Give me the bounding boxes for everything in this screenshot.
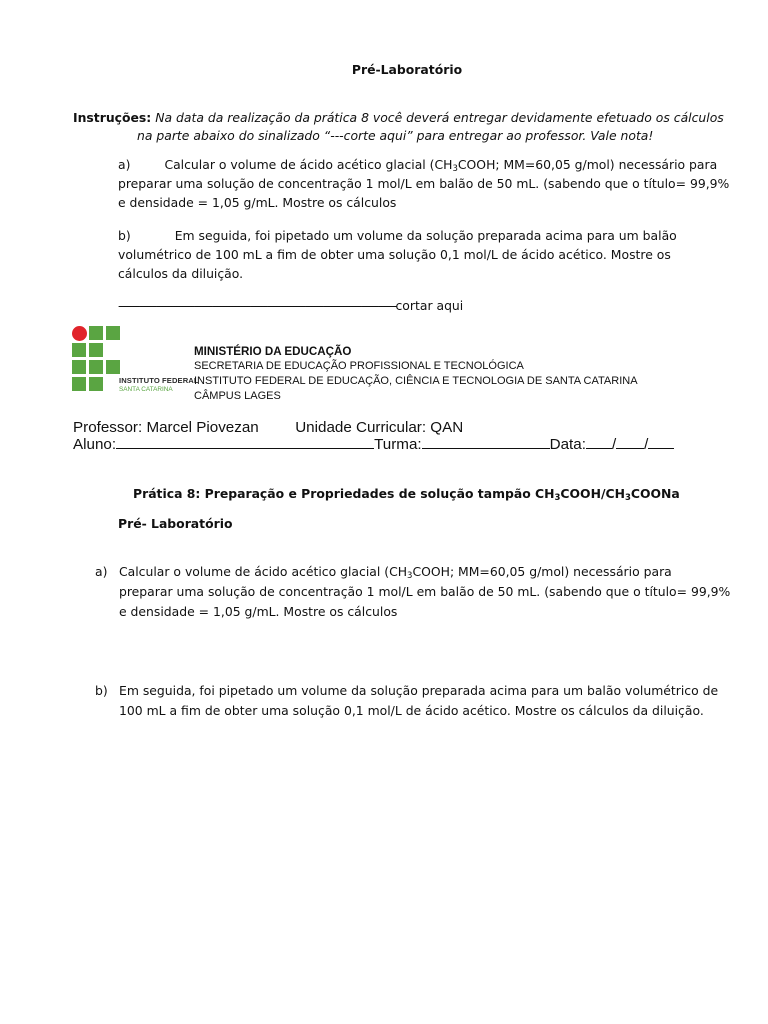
subscript-3: 3 [407,571,413,581]
logo-text-2: SANTA CATARINA [119,386,173,393]
top-question-b [118,226,695,246]
bottom-question-b-marker: b) [95,683,108,698]
bottom-question-b-line-2: 100 mL a fim de obter uma solução 0,1 mol/L de ácido acético. Mostre os cálculos da diluição. [119,703,704,718]
practice-title-start: Prática 8: Preparação e Propriedades de solução tampão CH [133,486,555,501]
date-day-field[interactable] [586,436,612,449]
instructions-text: Na data da realização da prática 8 você deverá entregar devidamente efetuado os cálculos [155,110,724,125]
question-a-text-start: Calcular o volume de ácido acético glacial (CH [119,564,408,579]
cut-dashes: ----------------------------------------------------------------------------------------------- [118,298,396,313]
top-question-a [118,155,718,175]
question-a-text-end: COOH; MM=60,05 g/mol) necessário para [412,564,672,579]
instructions-label: Instruções: [73,110,152,125]
bottom-question-a-line-3: e densidade = 1,05 g/mL. Mostre os cálculos [119,604,398,619]
student-line [73,436,674,453]
question-b-marker: b) [118,228,131,243]
top-question-a-line-3: e densidade = 1,05 g/mL. Mostre os cálculos [118,195,397,210]
top-question-b-line-2: volumétrico de 100 mL a fim de obter uma solução 0,1 mol/L de ácido acético. Mostre os [118,247,671,262]
logo-red-dot [72,326,87,341]
cut-label: cortar aqui [395,298,464,313]
professor-label: Professor: [73,419,143,436]
secretariat-name: SECRETARIA DE EDUCAÇÃO PROFISSIONAL E TECNOLÓGICA [194,360,524,372]
instructions-line-2: na parte abaixo do sinalizado “---corte aqui” para entregar ao professor. Vale nota! [137,128,654,143]
practice-title [133,484,680,504]
subscript-3: 3 [554,493,561,503]
logo-text-1: INSTITUTO FEDERAL [119,376,199,385]
date-year-field[interactable] [648,436,674,449]
question-a-text-end: COOH; MM=60,05 g/mol) necessário para [457,157,718,172]
question-b-text: Em seguida, foi pipetado um volume da solução preparada acima para um balão [174,228,677,243]
student-name-field[interactable] [116,436,374,449]
subscript-3: 3 [452,164,458,174]
subscript-3: 3 [624,493,631,503]
class-field[interactable] [422,436,550,449]
page-title: Pré-Laboratório [351,62,463,77]
bottom-question-a-line-2: preparar uma solução de concentração 1 mol/L em balão de 50 mL. (sabendo que o título= 99,9% [119,584,731,599]
institution-header [194,344,638,404]
unit-value: QAN [430,419,464,436]
institute-name: INSTITUTO FEDERAL DE EDUCAÇÃO, CIÊNCIA E TECNOLOGIA DE SANTA CATARINA [194,375,638,387]
student-label: Aluno: [73,436,117,453]
cut-line [118,296,698,316]
bottom-question-b-line-1: Em seguida, foi pipetado um volume da solução preparada acima para um balão volumétrico de [119,683,719,698]
question-a-text-start: Calcular o volume de ácido acético glacial (CH [164,157,453,172]
date-label: Data: [549,436,586,453]
date-separator: / [644,436,649,453]
professor-line [73,419,463,436]
class-label: Turma: [374,436,422,453]
bottom-question-a-marker: a) [95,564,108,579]
bottom-question-a [119,562,695,582]
instructions-line-1 [73,108,724,128]
institute-logo [72,326,199,398]
top-question-a-line-2: preparar uma solução de concentração 1 mol/L em balão de 50 mL. (sabendo que o título= 99,9% [118,176,730,191]
section-label: Pré- Laboratório [118,516,233,531]
top-question-b-line-3: cálculos da diluição. [118,266,244,281]
date-separator: / [611,436,617,453]
practice-title-end: COONa [630,486,680,501]
date-month-field[interactable] [616,436,644,449]
unit-label: Unidade Curricular: [295,419,427,436]
practice-title-mid: COOH/CH [560,486,625,501]
campus-name: CÂMPUS LAGES [194,390,281,402]
question-a-marker: a) [118,157,131,172]
professor-name: Marcel Piovezan [146,419,259,436]
ministry-name: MINISTÉRIO DA EDUCAÇÃO [194,345,352,358]
